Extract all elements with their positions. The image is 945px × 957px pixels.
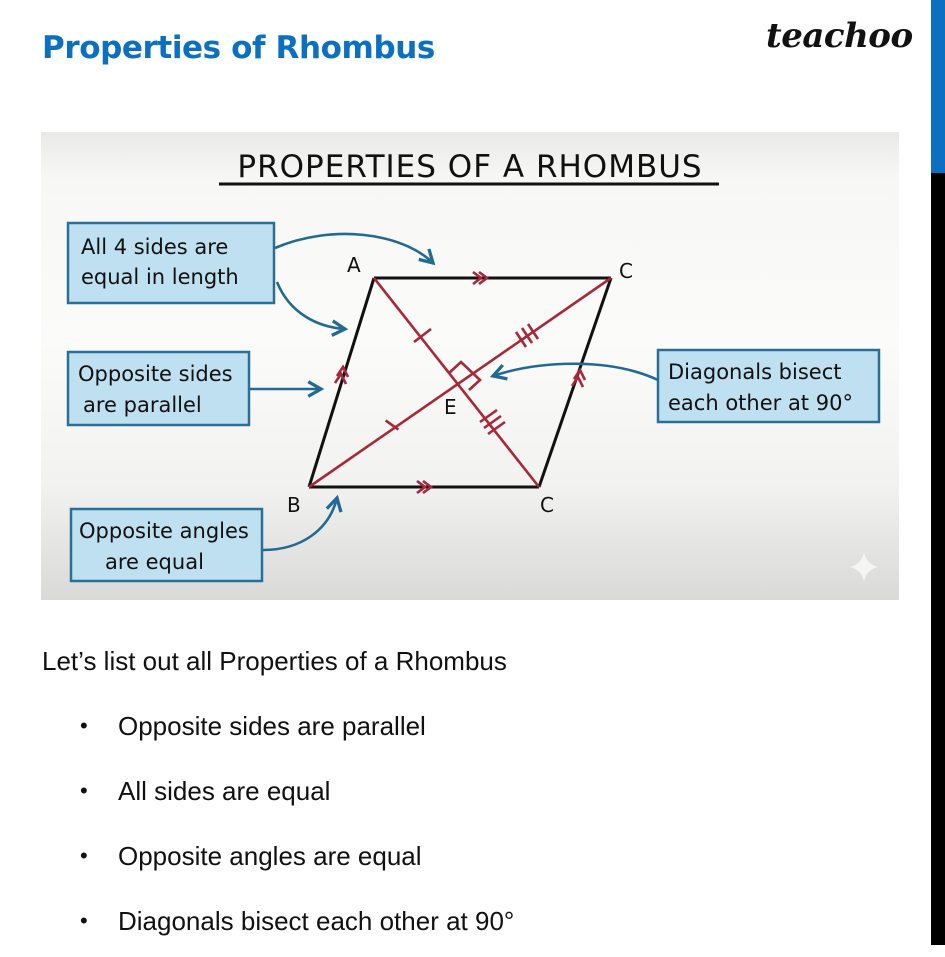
teachoo-logo: teachoo	[766, 16, 913, 56]
diagram-heading: PROPERTIES OF A RHOMBUS	[237, 149, 703, 185]
page-title: Properties of Rhombus	[42, 30, 435, 66]
svg-text:are parallel: are parallel	[83, 393, 202, 417]
sidebar-accent-blue	[931, 0, 945, 173]
vertex-label-c-top: C	[619, 259, 633, 283]
callout-angles-equal	[71, 509, 262, 581]
list-item: • Opposite angles are equal	[80, 820, 514, 885]
list-item: • Diagonals bisect each other at 90°	[80, 885, 514, 950]
svg-text:equal in length: equal in length	[81, 265, 239, 289]
bullet-icon: •	[80, 908, 88, 933]
svg-text:each other at 90°: each other at 90°	[668, 391, 853, 415]
callout-diagonals	[658, 350, 879, 422]
sparkle-icon	[850, 552, 878, 582]
vertex-label-c-bottom: C	[540, 493, 554, 517]
svg-text:Opposite sides: Opposite sides	[78, 362, 233, 386]
rhombus-diagram	[41, 132, 899, 600]
intro-text: Let’s list out all Properties of a Rhombus	[42, 646, 507, 676]
bullet-icon: •	[80, 843, 88, 868]
svg-text:are equal: are equal	[105, 550, 204, 574]
list-item: • All sides are equal	[80, 755, 514, 820]
svg-text:Opposite angles: Opposite angles	[79, 519, 249, 543]
svg-text:All 4 sides are: All 4 sides are	[81, 235, 229, 259]
arrow-icon	[277, 282, 345, 329]
callout-sides-parallel	[68, 352, 249, 425]
svg-text:Diagonals bisect: Diagonals bisect	[668, 360, 842, 384]
callout-arrows	[249, 234, 658, 550]
diagonals	[309, 272, 611, 493]
list-item: • Opposite sides are parallel	[80, 690, 514, 755]
vertex-label-b: B	[287, 493, 301, 517]
bullet-icon: •	[80, 713, 88, 738]
properties-list	[80, 690, 514, 950]
vertex-label-a: A	[347, 253, 361, 277]
vertex-label-e: E	[444, 395, 457, 419]
bullet-icon: •	[80, 778, 88, 803]
sidebar-accent-black	[931, 173, 945, 945]
callout-sides-equal	[68, 223, 274, 303]
